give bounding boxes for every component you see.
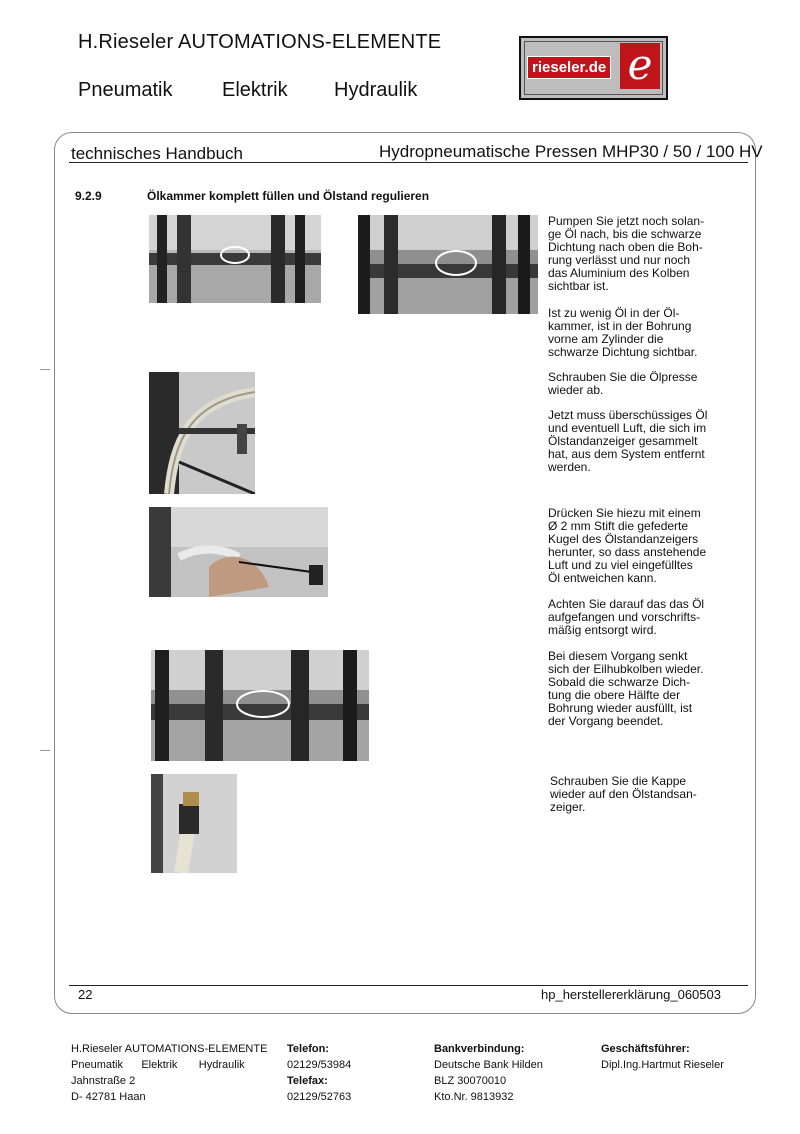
ceo-label: Geschäftsführer: [601,1043,690,1055]
section-number: 9.2.9 [75,189,102,203]
bank-account: Kto.Nr. 9813932 [434,1091,514,1103]
doc-header-right: Hydropneumatische Pressen MHP30 / 50 / 100 HV [379,142,763,161]
fax-number: 02129/52763 [287,1091,352,1103]
nav-elektrik: Elektrik [222,79,288,101]
logo-mark: e [620,43,660,89]
photo-cylinder-2 [358,215,538,314]
nav-hydraulik: Hydraulik [334,79,418,101]
paragraph-6: Achten Sie darauf das das Öl aufgefangen und vorschrifts- mäßig entsorgt wird. [548,597,705,637]
paragraph-4: Jetzt muss überschüssiges Öl und eventuell Luft, die sich im Ölstandanzeiger gesammelt hat, aus dem System entfernt werden. [548,408,708,474]
doc-header-left: technisches Handbuch [71,144,244,163]
footer-rule [69,985,748,986]
address-nav: Pneumatik Elektrik Hydraulik [71,1059,245,1071]
paragraph-1: Pumpen Sie jetzt noch solan- ge Öl nach, bis die schwarze Dichtung nach oben die Boh- rung verlässt und nur noch das Aluminium des Kolben sichtbar ist. [548,214,705,293]
margin-tick [40,750,50,751]
header-rule [69,162,748,163]
photo-cylinder-3 [151,650,369,761]
address-contact-block [287,1041,351,1105]
paragraph-2: Ist zu wenig Öl in der Öl- kammer, ist in der Bohrung vorne am Zylinder die schwarze Dichtung sichtbar. [548,306,698,359]
address-ceo-block [601,1041,724,1073]
company-logo [519,36,668,100]
margin-tick [40,369,50,370]
phone-number: 02129/53984 [287,1059,352,1071]
bank-blz: BLZ 30070010 [434,1075,507,1087]
section-title: Ölkammer komplett füllen und Ölstand regulieren [147,189,430,203]
photo-cylinder-1 [149,215,321,303]
file-name: hp_herstellererklärung_060503 [541,987,721,1002]
page-number: 22 [78,987,93,1002]
address-bank-block [434,1041,543,1105]
address-city: D- 42781 Haan [71,1091,146,1103]
paragraph-5: Drücken Sie hiezu mit einem Ø 2 mm Stift die gefederte Kugel des Ölstandanzeigers herunter, so dass anstehende Luft und zu viel eingefülltes Öl entweichen kann. [548,506,707,585]
address-company-block [71,1041,267,1105]
photo-pressing-ball [149,507,328,597]
paragraph-8: Schrauben Sie die Kappe wieder auf den Ölstandsan- zeiger. [550,774,697,814]
photo-oil-press-hose [149,372,255,494]
company-name: H.Rieseler AUTOMATIONS-ELEMENTE [78,31,442,53]
bank-name: Deutsche Bank Hilden [434,1059,543,1071]
paragraph-7: Bei diesem Vorgang senkt sich der Eilhubkolben wieder. Sobald die schwarze Dich- tung die obere Hälfte der Bohrung wieder ausfüllt, ist der Vorgang beendet. [548,649,704,728]
address-company: H.Rieseler AUTOMATIONS-ELEMENTE [71,1043,268,1055]
phone-label: Telefon: [287,1043,329,1055]
fax-label: Telefax: [287,1075,328,1087]
logo-text: rieseler.de [527,56,611,79]
paragraph-3: Schrauben Sie die Ölpresse wieder ab. [548,370,698,397]
address-street: Jahnstraße 2 [71,1075,136,1087]
photo-cap [151,774,237,873]
nav-pneumatik: Pneumatik [78,79,173,101]
bank-label: Bankverbindung: [434,1043,525,1055]
ceo-name: Dipl.Ing.Hartmut Rieseler [601,1059,724,1071]
